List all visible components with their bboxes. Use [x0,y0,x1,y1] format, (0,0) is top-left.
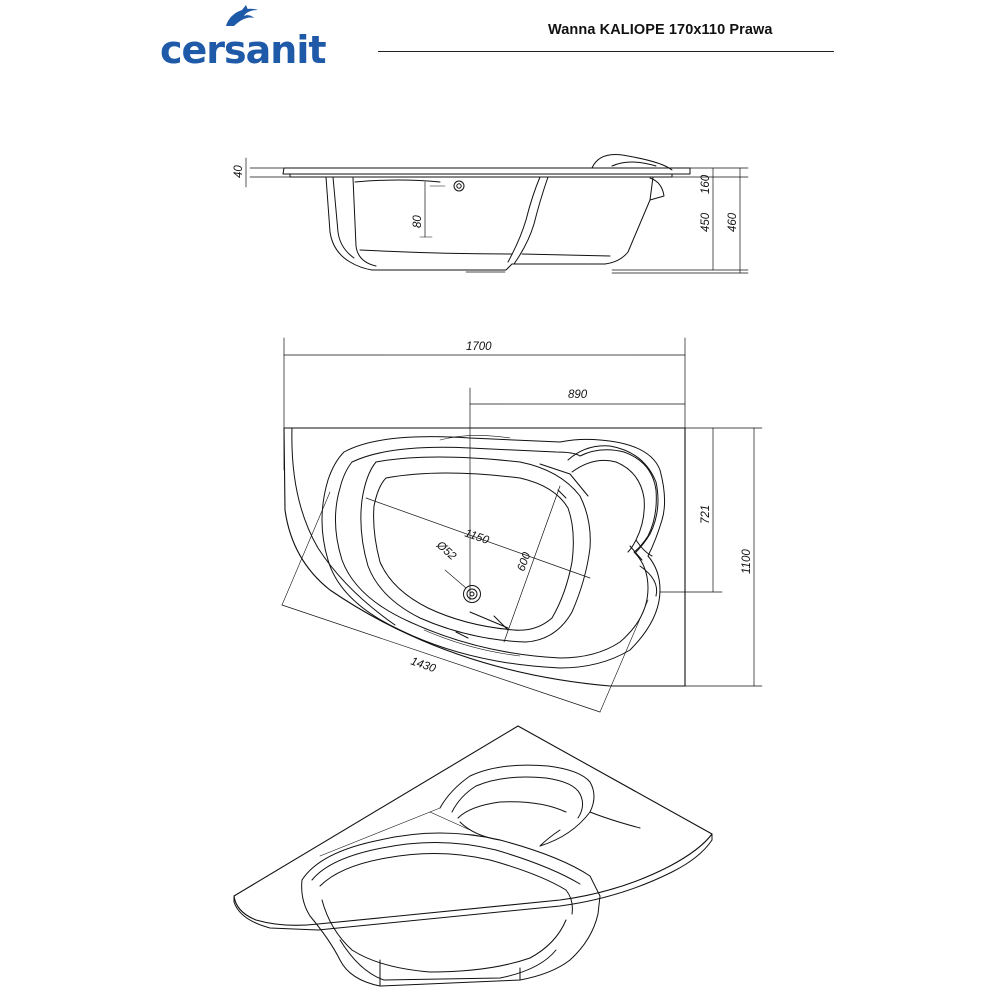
side-view [246,155,748,274]
dim-total-height: 460 [727,212,739,232]
brand-name: cersanit [160,28,326,72]
dim-side-short: 721 [700,504,712,524]
side-view-dims [233,165,739,232]
top-view [282,338,762,712]
dim-diagonal: 1430 [409,655,438,676]
dim-depth-inner: 450 [700,212,712,232]
dim-drain-diameter: Ø52 [433,539,459,563]
dim-rim: 40 [233,165,245,178]
dim-inner-width: 600 [515,550,534,574]
dim-drain-offset: 890 [568,389,588,401]
dim-inner-length: 1150 [463,527,491,547]
dim-width: 1100 [741,549,753,574]
product-title: Wanna KALIOPE 170x110 Prawa [548,22,773,38]
top-view-dims [409,341,753,675]
dim-drain-height: 80 [412,215,424,228]
dim-length: 1700 [466,341,492,353]
perspective-view [234,726,712,986]
dim-headrest: 160 [700,174,712,194]
